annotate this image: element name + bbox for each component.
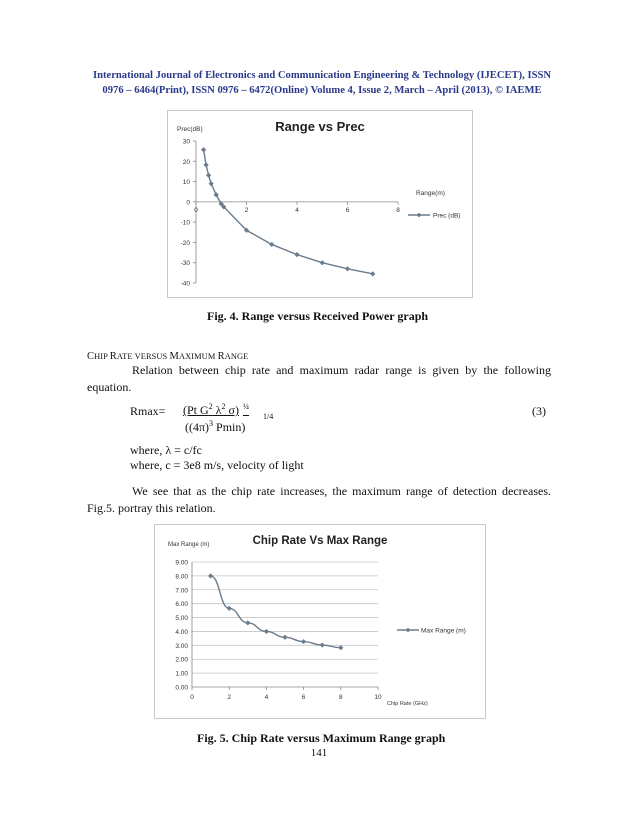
x-tick-label: 0 — [194, 206, 198, 214]
eq-den-sup: 3 — [209, 419, 214, 428]
legend-marker — [406, 628, 411, 633]
legend-label: Max Range (m) — [421, 627, 466, 635]
data-point — [245, 620, 250, 625]
data-point — [264, 629, 269, 634]
data-point — [209, 181, 214, 186]
series-line-max-range — [211, 576, 341, 648]
data-point — [206, 173, 211, 178]
eq-num-c: σ) — [225, 403, 239, 417]
eq-den-b: Pmin) — [213, 420, 246, 434]
data-point — [214, 192, 219, 197]
y-axis-label: Max Range (m) — [168, 542, 210, 548]
figure-5-box — [154, 524, 486, 719]
section-cap-3: M — [169, 351, 179, 362]
data-point — [370, 271, 375, 276]
equation-number: (3) — [532, 404, 546, 418]
paragraph-relation-text: Relation between chip rate and maximum radar range is given by the following equation. — [87, 363, 551, 394]
data-point — [338, 645, 343, 650]
y-tick-label: 6.00 — [175, 601, 188, 609]
y-tick-label: 7.00 — [175, 587, 188, 595]
equation-denominator — [185, 419, 245, 435]
eq-num-b: λ — [212, 403, 222, 417]
y-tick-label: 20 — [182, 158, 190, 166]
data-point — [294, 252, 299, 257]
where-c: where, c = 3e8 m/s, velocity of light — [130, 458, 304, 472]
y-tick-label: 3.00 — [175, 642, 188, 650]
header-line-1: International Journal of Electronics and Communication Engineering & Technology (IJECET), ISSN — [92, 70, 552, 81]
y-tick-label: -20 — [180, 239, 190, 247]
y-tick-label: 1.00 — [175, 670, 188, 678]
where-lambda: where, λ = c/fc — [130, 443, 202, 457]
journal-header — [87, 68, 557, 98]
data-point — [208, 573, 213, 578]
section-cap-4: R — [217, 351, 225, 362]
data-point — [345, 266, 350, 271]
section-heading — [87, 351, 248, 362]
data-point — [201, 147, 206, 152]
equation-lhs: Rmax= — [130, 404, 166, 418]
x-tick-label: 8 — [396, 206, 400, 214]
legend-label: Prec (dB) — [433, 212, 461, 220]
data-point — [320, 260, 325, 265]
y-tick-label: 10 — [182, 179, 190, 187]
data-point — [204, 162, 209, 167]
chart-title: Chip Rate Vs Max Range — [252, 535, 388, 547]
page-number: 141 — [310, 747, 328, 759]
x-tick-label: 4 — [295, 206, 299, 214]
y-tick-label: 2.00 — [175, 656, 188, 664]
figure-5-caption: Fig. 5. Chip Rate versus Maximum Range graph — [197, 731, 446, 745]
y-axis-label: Prec(dB) — [177, 126, 203, 133]
y-tick-label: 9.00 — [175, 559, 188, 567]
legend-marker — [417, 213, 422, 218]
section-small-2: ATE VERSUS — [116, 352, 170, 361]
x-tick-label: 6 — [345, 206, 350, 214]
x-tick-label: 4 — [264, 694, 269, 701]
section-cap-1: C — [87, 351, 95, 362]
x-tick-label: 0 — [190, 694, 194, 701]
chip-rate-vs-max-range-chart — [155, 525, 485, 718]
y-tick-label: 4.00 — [175, 628, 188, 636]
paragraph-chip-rate — [87, 483, 551, 516]
x-tick-label: 8 — [338, 694, 343, 701]
section-small-1: HIP — [94, 352, 110, 361]
eq-num-sup-3: ¼ — [242, 402, 249, 411]
y-tick-label: 8.00 — [175, 573, 188, 581]
eq-num-sup-1: 2 — [208, 402, 213, 411]
paragraph-chip-rate-text: We see that as the chip rate increases, the maximum range of detection decreases. Fig.5. portray this relation. — [87, 484, 551, 515]
x-tick-label: 2 — [244, 206, 249, 214]
paragraph-relation — [87, 362, 551, 395]
equation-numerator — [183, 402, 249, 418]
eq-num-a: (Pt G — [183, 403, 209, 417]
y-tick-label: 30 — [182, 138, 190, 146]
equation-exponent: 1/4 — [263, 412, 274, 421]
y-tick-label: 5.00 — [175, 615, 188, 623]
data-point — [227, 606, 232, 611]
header-line-2: 0976 – 6464(Print), ISSN 0976 – 6472(Online) Volume 4, Issue 2, March – April (2013), © IAEME — [102, 85, 542, 96]
chart-title: Range vs Prec — [275, 119, 365, 134]
range-vs-prec-chart — [168, 111, 472, 297]
x-axis-label: Chip Rate (GHz) — [387, 701, 428, 707]
y-tick-label: -30 — [180, 260, 190, 268]
x-axis-label: Range(m) — [416, 190, 445, 197]
data-point — [320, 642, 325, 647]
figure-4-caption: Fig. 4. Range versus Received Power graph — [207, 309, 429, 323]
figure-4-box — [167, 110, 473, 298]
x-tick-label: 10 — [374, 694, 382, 701]
y-tick-label: -10 — [180, 219, 190, 227]
x-tick-label: 2 — [227, 694, 232, 701]
data-point — [301, 639, 306, 644]
y-tick-label: 0 — [186, 199, 190, 207]
y-tick-label: 0.00 — [175, 684, 188, 692]
x-tick-label: 6 — [301, 694, 306, 701]
eq-den-a: ((4π) — [185, 420, 210, 434]
section-small-3: AXIMUM — [178, 352, 218, 361]
y-tick-label: -40 — [180, 280, 190, 288]
data-point — [282, 635, 287, 640]
section-cap-2: R — [109, 351, 117, 362]
section-small-4: ANGE — [224, 352, 249, 361]
eq-num-sup-2: 2 — [221, 402, 226, 411]
